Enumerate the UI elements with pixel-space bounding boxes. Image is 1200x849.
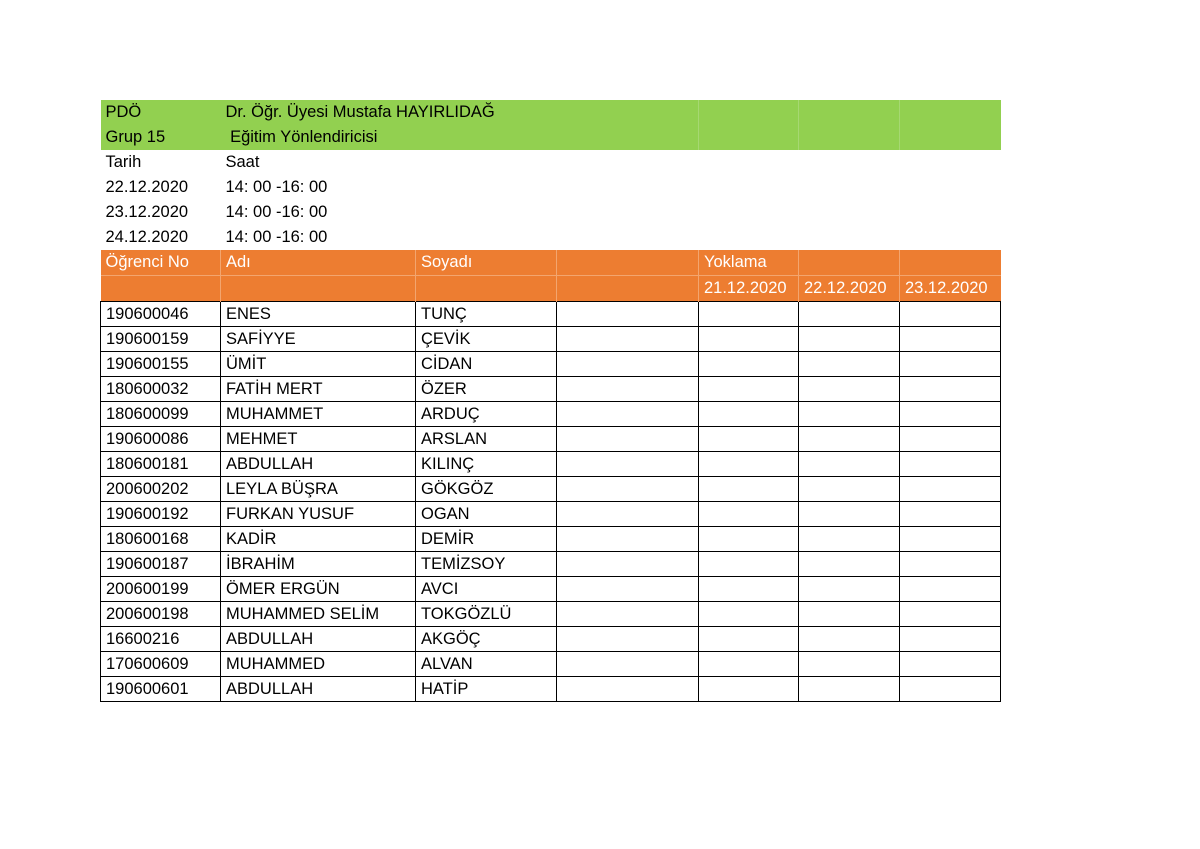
attendance-cell <box>799 427 900 452</box>
attendance-cell <box>900 402 1001 427</box>
program-code: PDÖ <box>101 100 221 125</box>
student-last-name: GÖKGÖZ <box>416 477 557 502</box>
attendance-cell <box>799 527 900 552</box>
attendance-cell <box>900 452 1001 477</box>
blank-cell <box>557 377 699 402</box>
student-first-name: FATİH MERT <box>221 377 416 402</box>
attendance-header: Yoklama <box>699 250 799 276</box>
attendance-cell <box>900 327 1001 352</box>
attendance-cell <box>900 502 1001 527</box>
student-first-name: KADİR <box>221 527 416 552</box>
student-row <box>101 327 1001 352</box>
student-last-name: TOKGÖZLÜ <box>416 602 557 627</box>
attendance-cell <box>900 352 1001 377</box>
time-label: Saat <box>225 153 260 171</box>
attendance-cell <box>699 377 799 402</box>
student-no: 190600086 <box>101 427 221 452</box>
student-last-name: HATİP <box>416 677 557 702</box>
group-header-row <box>101 100 1001 125</box>
student-last-name: AKGÖÇ <box>416 627 557 652</box>
student-first-name: MEHMET <box>221 427 416 452</box>
instructor-name: Dr. Öğr. Üyesi Mustafa HAYIRLIDAĞ <box>221 100 699 125</box>
student-last-name: TUNÇ <box>416 302 557 327</box>
attendance-cell <box>799 502 900 527</box>
schedule-row <box>101 175 1001 200</box>
blank-cell <box>557 602 699 627</box>
attendance-cell <box>799 302 900 327</box>
attendance-cell <box>900 602 1001 627</box>
attendance-cell <box>799 402 900 427</box>
attendance-date: 21.12.2020 <box>699 276 799 302</box>
schedule-time: 14: 00 -16: 00 <box>225 228 328 246</box>
student-no: 16600216 <box>101 627 221 652</box>
student-no: 190600159 <box>101 327 221 352</box>
attendance-cell <box>699 427 799 452</box>
student-no: 190600187 <box>101 552 221 577</box>
schedule-row <box>101 200 1001 225</box>
blank-cell <box>557 552 699 577</box>
blank-cell <box>557 527 699 552</box>
blank-cell <box>557 477 699 502</box>
attendance-cell <box>699 677 799 702</box>
student-no: 180600032 <box>101 377 221 402</box>
attendance-cell <box>699 302 799 327</box>
attendance-cell <box>900 577 1001 602</box>
blank-cell <box>557 427 699 452</box>
schedule-time: 14: 00 -16: 00 <box>225 203 328 221</box>
student-row <box>101 452 1001 477</box>
student-last-name: TEMİZSOY <box>416 552 557 577</box>
blank-cell <box>557 302 699 327</box>
student-row <box>101 377 1001 402</box>
student-first-name: ENES <box>221 302 416 327</box>
attendance-cell <box>699 577 799 602</box>
student-last-name: DEMİR <box>416 527 557 552</box>
attendance-cell <box>699 402 799 427</box>
student-row <box>101 677 1001 702</box>
student-no: 200600199 <box>101 577 221 602</box>
blank-cell <box>557 402 699 427</box>
attendance-cell <box>699 477 799 502</box>
student-no: 180600099 <box>101 402 221 427</box>
student-first-name: ÖMER ERGÜN <box>221 577 416 602</box>
group-number: Grup 15 <box>101 125 221 150</box>
blank-cell <box>557 452 699 477</box>
student-no: 190600155 <box>101 352 221 377</box>
attendance-cell <box>799 652 900 677</box>
student-last-name: OGAN <box>416 502 557 527</box>
student-first-name: ABDULLAH <box>221 627 416 652</box>
attendance-cell <box>799 327 900 352</box>
schedule-date: 24.12.2020 <box>105 228 189 246</box>
attendance-cell <box>799 377 900 402</box>
attendance-cell <box>699 627 799 652</box>
attendance-table <box>100 100 1001 702</box>
attendance-cell <box>699 652 799 677</box>
student-first-name: MUHAMMET <box>221 402 416 427</box>
attendance-cell <box>799 677 900 702</box>
blank-cell <box>557 677 699 702</box>
student-row <box>101 527 1001 552</box>
schedule-date: 22.12.2020 <box>105 178 189 196</box>
group-header-row <box>101 125 1001 150</box>
attendance-cell <box>699 452 799 477</box>
blank-cell <box>557 577 699 602</box>
student-no: 180600168 <box>101 527 221 552</box>
student-first-name: İBRAHİM <box>221 552 416 577</box>
attendance-date: 23.12.2020 <box>900 276 1001 302</box>
student-row <box>101 577 1001 602</box>
student-no: 190600601 <box>101 677 221 702</box>
student-row <box>101 652 1001 677</box>
attendance-cell <box>699 502 799 527</box>
column-header-row <box>101 250 1001 276</box>
blank-cell <box>557 327 699 352</box>
attendance-sheet <box>100 100 1000 702</box>
blank-cell <box>557 627 699 652</box>
blank-cell <box>557 502 699 527</box>
blank-header <box>557 250 699 276</box>
student-last-name: ÇEVİK <box>416 327 557 352</box>
student-row <box>101 602 1001 627</box>
attendance-cell <box>900 427 1001 452</box>
student-row <box>101 427 1001 452</box>
attendance-cell <box>900 652 1001 677</box>
student-no: 190600192 <box>101 502 221 527</box>
blank-cell <box>557 352 699 377</box>
student-last-name: AVCI <box>416 577 557 602</box>
student-no: 180600181 <box>101 452 221 477</box>
student-no: 170600609 <box>101 652 221 677</box>
student-first-name: MUHAMMED <box>221 652 416 677</box>
attendance-cell <box>900 677 1001 702</box>
attendance-cell <box>799 452 900 477</box>
attendance-cell <box>799 552 900 577</box>
student-row <box>101 477 1001 502</box>
attendance-cell <box>699 602 799 627</box>
schedule-row <box>101 225 1001 250</box>
attendance-dates-row <box>101 276 1001 302</box>
attendance-date: 22.12.2020 <box>799 276 900 302</box>
student-first-name: ABDULLAH <box>221 452 416 477</box>
attendance-cell <box>799 577 900 602</box>
date-label: Tarih <box>105 153 142 171</box>
student-last-name: ÖZER <box>416 377 557 402</box>
student-last-name: CİDAN <box>416 352 557 377</box>
student-row <box>101 552 1001 577</box>
attendance-cell <box>799 477 900 502</box>
student-row <box>101 402 1001 427</box>
attendance-cell <box>900 552 1001 577</box>
student-first-name: SAFİYYE <box>221 327 416 352</box>
attendance-cell <box>699 552 799 577</box>
instructor-role: Eğitim Yönlendiricisi <box>221 125 699 150</box>
student-row <box>101 302 1001 327</box>
schedule-date: 23.12.2020 <box>105 203 189 221</box>
student-no: 200600198 <box>101 602 221 627</box>
student-last-name: ALVAN <box>416 652 557 677</box>
student-last-name: ARDUÇ <box>416 402 557 427</box>
student-last-name: ARSLAN <box>416 427 557 452</box>
student-first-name: ABDULLAH <box>221 677 416 702</box>
attendance-cell <box>900 527 1001 552</box>
schedule-time: 14: 00 -16: 00 <box>225 178 328 196</box>
schedule-header-row <box>101 150 1001 175</box>
student-first-name: ÜMİT <box>221 352 416 377</box>
attendance-cell <box>699 327 799 352</box>
attendance-cell <box>799 627 900 652</box>
student-last-name: KILINÇ <box>416 452 557 477</box>
student-row <box>101 627 1001 652</box>
attendance-cell <box>799 352 900 377</box>
student-no-header: Öğrenci No <box>101 250 221 276</box>
attendance-cell <box>799 602 900 627</box>
student-first-name: MUHAMMED SELİM <box>221 602 416 627</box>
attendance-cell <box>900 477 1001 502</box>
student-first-name: FURKAN YUSUF <box>221 502 416 527</box>
attendance-cell <box>900 302 1001 327</box>
student-first-name: LEYLA BÜŞRA <box>221 477 416 502</box>
first-name-header: Adı <box>221 250 416 276</box>
attendance-cell <box>900 377 1001 402</box>
student-no: 190600046 <box>101 302 221 327</box>
student-row <box>101 352 1001 377</box>
attendance-cell <box>699 527 799 552</box>
last-name-header: Soyadı <box>416 250 557 276</box>
attendance-cell <box>699 352 799 377</box>
blank-cell <box>557 652 699 677</box>
attendance-cell <box>900 627 1001 652</box>
student-row <box>101 502 1001 527</box>
student-no: 200600202 <box>101 477 221 502</box>
